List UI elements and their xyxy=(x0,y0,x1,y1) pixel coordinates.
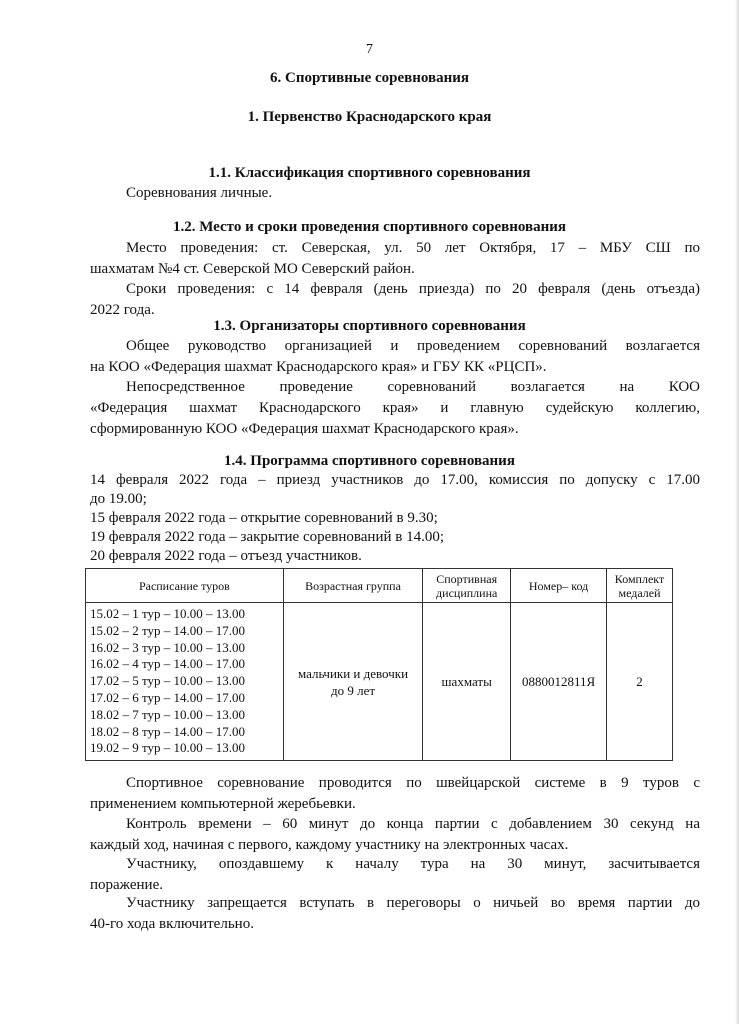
text-line: шахматам №4 ст. Северской МО Северский район. xyxy=(90,261,415,277)
text-line: поражение. xyxy=(90,877,163,893)
rules-paragraph-4 xyxy=(90,893,700,935)
text-line: Непосредственное проведение соревнований возлагается на КОО xyxy=(126,379,700,395)
heading-1-4: 1.4. Программа спортивного соревнования xyxy=(224,453,515,469)
text-line: Спортивное соревнование проводится по швейцарской системе в 9 туров с xyxy=(126,775,700,791)
text-line: 40-го хода включительно. xyxy=(90,916,254,932)
discipline-cell: шахматы xyxy=(423,603,511,761)
tour-item: 17.02 – 6 тур – 14.00 – 17.00 xyxy=(90,689,246,705)
tours-cell xyxy=(86,603,284,761)
table-header-row xyxy=(86,569,673,603)
tour-item: 19.02 – 9 тур – 10.00 – 13.00 xyxy=(90,740,246,756)
place-paragraph xyxy=(90,238,700,280)
text-line: Место проведения: ст. Северская, ул. 50 лет Октября, 17 – МБУ СШ по xyxy=(126,240,700,256)
age-group-line1: мальчики и девочки xyxy=(297,665,409,681)
tour-item: 16.02 – 3 тур – 10.00 – 13.00 xyxy=(90,639,246,655)
tour-item: 15.02 – 1 тур – 10.00 – 13.00 xyxy=(90,606,246,621)
tour-item: 18.02 – 7 тур – 10.00 – 13.00 xyxy=(90,706,246,722)
header-medals-line1: Комплект xyxy=(614,571,665,586)
tour-item: 16.02 – 4 тур – 14.00 – 17.00 xyxy=(90,656,246,672)
subsection-title: 1. Первенство Краснодарского края xyxy=(247,109,492,125)
organizers-paragraph-2 xyxy=(90,377,700,440)
page-number: 7 xyxy=(366,42,373,57)
dates-paragraph xyxy=(90,279,700,321)
heading-1-2: 1.2. Место и сроки проведения спортивного соревнования xyxy=(172,219,567,235)
text-line: «Федерация шахмат Краснодарского края» и главную судейскую коллегию, xyxy=(90,400,700,416)
header-discipline-line2: дисциплина xyxy=(436,585,498,600)
code-cell: 0880012811Я xyxy=(511,603,607,761)
header-age-group: Возрастная группа xyxy=(283,569,422,603)
age-group-cell xyxy=(283,603,422,761)
text-line: Общее руководство организацией и проведением соревнований возлагается xyxy=(126,338,700,354)
text-line: 14 февраля 2022 года – приезд участников до 17.00, комиссия по допуску с 17.00 xyxy=(90,472,700,488)
text-line: каждый ход, начиная с первого, каждому участнику на электронных часах. xyxy=(90,837,569,853)
organizers-paragraph-1 xyxy=(90,336,700,378)
text-line: 15 февраля 2022 года – открытие соревнований в 9.30; xyxy=(90,510,438,526)
heading-1-3: 1.3. Организаторы спортивного соревнования xyxy=(213,318,526,334)
tour-item: 17.02 – 5 тур – 10.00 – 13.00 xyxy=(90,673,246,689)
rules-paragraph-2 xyxy=(90,814,700,856)
section-title: 6. Спортивные соревнования xyxy=(269,70,470,86)
text-line: применением компьютерной жеребьевки. xyxy=(90,796,356,812)
tour-item: 18.02 – 8 тур – 14.00 – 17.00 xyxy=(90,723,246,739)
schedule-table xyxy=(85,568,673,761)
text-line: 20 февраля 2022 года – отъезд участников. xyxy=(90,548,362,564)
header-discipline xyxy=(423,569,511,603)
header-medals xyxy=(607,569,673,603)
header-medals-line2: медалей xyxy=(618,585,661,600)
classification-text xyxy=(90,183,700,204)
text-line: Сроки проведения: с 14 февраля (день приезда) по 20 февраля (день отъезда) xyxy=(126,281,700,297)
header-code: Номер– код xyxy=(511,569,607,603)
medals-cell: 2 xyxy=(607,603,673,761)
text-line: Контроль времени – 60 минут до конца партии с добавлением 30 секунд на xyxy=(126,816,700,832)
rules-paragraph-1 xyxy=(90,773,700,815)
program-list xyxy=(90,471,700,566)
tour-item: 15.02 – 2 тур – 14.00 – 17.00 xyxy=(90,622,246,638)
age-group-line2: до 9 лет xyxy=(330,682,376,698)
text-line: Участнику запрещается вступать в переговоры о ничьей во время партии до xyxy=(126,895,700,911)
text-line: Участнику, опоздавшему к началу тура на 30 минут, засчитывается xyxy=(126,856,700,872)
heading-1-1: 1.1. Классификация спортивного соревнования xyxy=(208,165,531,181)
text-line: Соревнования личные. xyxy=(126,185,273,201)
text-line: до 19.00; xyxy=(90,491,147,507)
table-row xyxy=(86,603,673,761)
page-edge-shadow xyxy=(735,0,739,1024)
header-schedule: Расписание туров xyxy=(86,569,284,603)
rules-paragraph-3 xyxy=(90,854,700,896)
text-line: 2022 года. xyxy=(90,302,155,318)
text-line: сформированную КОО «Федерация шахмат Краснодарского края». xyxy=(90,421,519,437)
header-discipline-line1: Спортивная xyxy=(436,571,498,586)
text-line: на КОО «Федерация шахмат Краснодарского края» и ГБУ КК «РЦСП». xyxy=(90,359,547,375)
text-line: 19 февраля 2022 года – закрытие соревнований в 14.00; xyxy=(90,529,445,545)
